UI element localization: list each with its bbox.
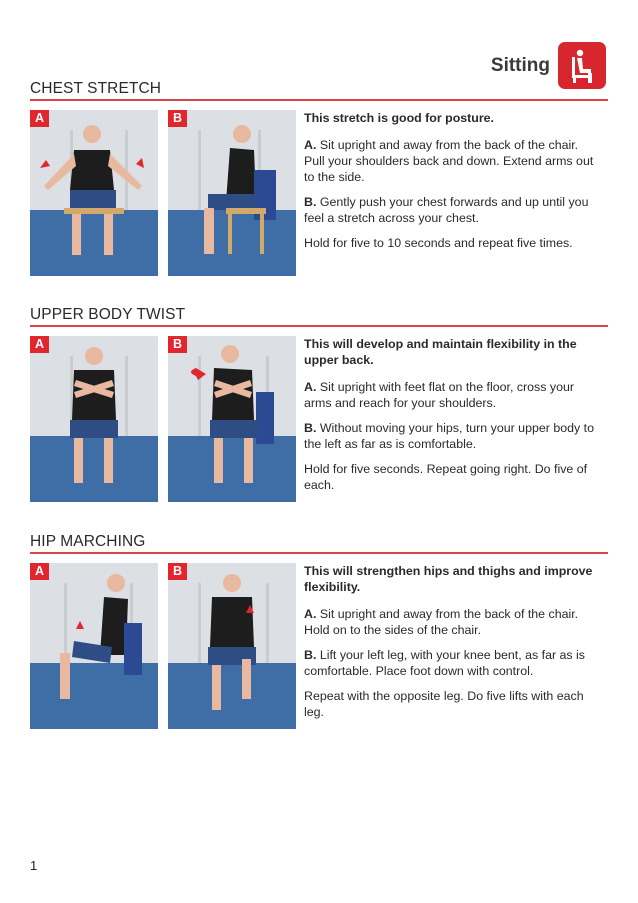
step-b: B. Gently push your chest forwards and up until you feel a stretch across your chest. — [304, 195, 589, 225]
page-title: Sitting — [490, 55, 550, 76]
exercise-intro: This will strengthen hips and thighs and improve flexibility. — [304, 564, 593, 594]
exercise-instructions — [304, 336, 596, 502]
step-b: B. Without moving your hips, turn your upper body to the left as far as is comfortable. — [304, 421, 594, 451]
step-a: A. Sit upright and away from the back of the chair. Hold on to the sides of the chair. — [304, 607, 579, 637]
section-chest-stretch — [30, 80, 608, 250]
exercise-intro: This will develop and maintain flexibility in the upper back. — [304, 337, 577, 367]
exercise-closing: Hold for five seconds. Repeat going right. Do five of each. — [304, 462, 588, 492]
exercise-instructions — [304, 110, 596, 260]
step-b: B. Lift your left leg, with your knee bent, as far as is comfortable. Place foot down with control. — [304, 648, 586, 678]
exercise-photo-a — [30, 563, 158, 729]
step-a: A. Sit upright with feet flat on the floor, cross your arms and reach for your shoulders. — [304, 380, 574, 410]
step-a: A. Sit upright and away from the back of the chair. Pull your shoulders back and down. Extend arms out to the side. — [304, 138, 594, 184]
exercise-closing: Hold for five to 10 seconds and repeat five times. — [304, 236, 573, 250]
page-number: 1 — [30, 858, 38, 873]
section-upper-body-twist — [30, 306, 608, 492]
exercise-photo-a — [30, 110, 158, 276]
exercise-closing: Repeat with the opposite leg. Do five lifts with each leg. — [304, 689, 584, 719]
photo-label: B — [168, 563, 187, 580]
section-divider — [30, 325, 608, 327]
exercise-photo-a — [30, 336, 158, 502]
exercise-instructions — [304, 563, 596, 729]
photo-label: A — [30, 563, 49, 580]
section-divider — [30, 552, 608, 554]
photo-label: A — [30, 336, 49, 353]
section-divider — [30, 99, 608, 101]
exercise-photo-b — [168, 563, 296, 729]
section-title: HIP MARCHING — [30, 533, 146, 550]
exercise-photo-b — [168, 110, 296, 276]
photo-label: B — [168, 336, 187, 353]
section-title: CHEST STRETCH — [30, 80, 162, 97]
photo-label: A — [30, 110, 49, 127]
exercise-photo-b — [168, 336, 296, 502]
section-hip-marching — [30, 533, 608, 719]
photo-label: B — [168, 110, 187, 127]
exercise-intro: This stretch is good for posture. — [304, 111, 495, 125]
section-title: UPPER BODY TWIST — [30, 306, 186, 323]
